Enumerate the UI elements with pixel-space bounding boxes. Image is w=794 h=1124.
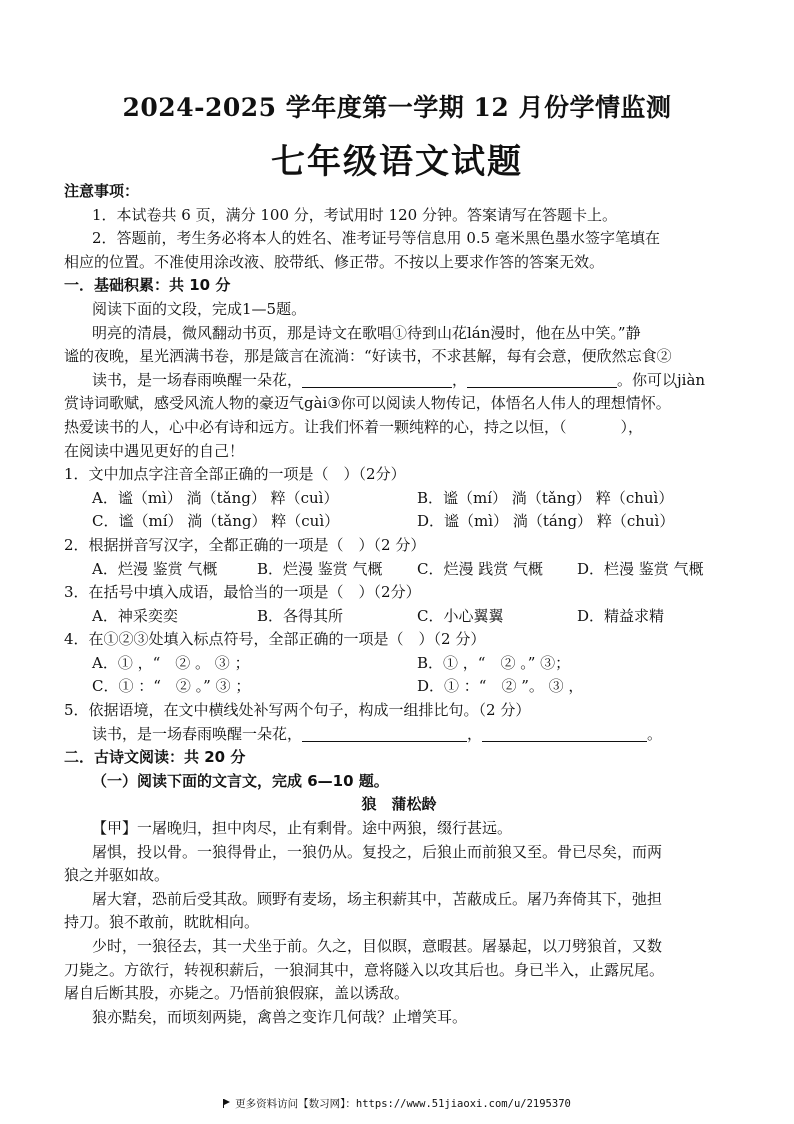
q2-option-d[interactable]: D．栏漫 鉴赏 气概	[577, 559, 704, 578]
q5-stem: 5．依据语境，在文中横线处补写两个句子，构成一组排比句。（2 分）	[64, 701, 531, 720]
essay-paragraph-2-line1: 屠惧，投以骨。一狼得骨止，一狼仍从。复投之，后狼止而前狼又至。骨已尽矣，而两	[92, 842, 663, 861]
passage-line-4: 赏诗词歌赋，感受风流人物的豪迈气gài③你可以阅读人物传记，体悟名人伟人的理想情怀。	[64, 394, 671, 413]
q2-option-a[interactable]: A．烂漫 鉴赏 气概	[92, 559, 218, 578]
exam-title-line1: 2024-2025 学年度第一学期 12 月份学情监测	[122, 93, 672, 122]
q5-answer-prefix: 读书，是一场春雨唤醒一朵花，	[92, 724, 303, 743]
q5-answer-comma: ，	[467, 724, 483, 743]
exam-body	[64, 180, 734, 1029]
essay-paragraph-3-line2: 持刀。狼不敢前，眈眈相向。	[64, 913, 260, 932]
flag-icon	[223, 1099, 231, 1108]
passage-line-1: 明亮的清晨，微风翻动书页，那是诗文在歌唱①待到山花lán漫时，他在丛中笑。”静	[92, 323, 641, 342]
essay-paragraph-4-line1: 少时，一狼径去，其一犬坐于前。久之，目似瞑，意暇甚。屠暴起，以刀劈狼首，又数	[92, 937, 663, 955]
q4-options-row2	[64, 675, 734, 699]
essay-title: 狼 蒲松龄	[361, 795, 437, 814]
q1-option-b[interactable]: B．谧（mí） 淌（tǎng） 粹（chuì）	[417, 488, 674, 507]
section1-intro: 阅读下面的文段，完成1—5题。	[92, 299, 307, 318]
q5-answer-line	[64, 723, 734, 747]
q3-option-b[interactable]: B．各得其所	[257, 606, 344, 625]
q2-option-b[interactable]: B．烂漫 鉴赏 气概	[257, 559, 383, 578]
essay-paragraph-5: 狼亦黠矣，而顷刻两毙，禽兽之变诈几何哉？止增笑耳。	[92, 1007, 468, 1026]
passage-line-3-end: 。你可以jiàn	[617, 370, 706, 389]
q3-options	[64, 605, 734, 629]
q1-stem: 1．文中加点字注音全部正确的一项是（ ）（2分）	[64, 465, 406, 484]
passage-line-5-end: ），	[620, 417, 644, 436]
footer-link[interactable]: 更多资料访问【数习网】：https://www.51jiaoxi.com/u/2195370	[235, 1098, 571, 1110]
passage-line-3	[64, 369, 734, 393]
notice-item-1: 1．本试卷共 6 页，满分 100 分，考试用时 120 分钟。答案请写在答题卡上。	[92, 205, 617, 224]
q1-option-c[interactable]: C．谧（mí） 淌（tǎng） 粹（cuì）	[92, 512, 340, 531]
essay-paragraph-2-line2: 狼之并驱如故。	[64, 866, 170, 885]
passage-line-5	[64, 416, 734, 440]
q1-option-a[interactable]: A．谧（mì） 淌（tǎng） 粹（cuì）	[92, 488, 339, 507]
q4-option-c[interactable]: C．① ：“ ② 。” ③ ；	[92, 677, 251, 696]
q3-option-d[interactable]: D．精益求精	[577, 606, 665, 625]
q5-answer-blank-2[interactable]	[482, 725, 647, 742]
section2-heading: 二．古诗文阅读：共 20 分	[64, 748, 246, 767]
passage-line-5-start: 热爱读书的人，心中必有诗和远方。让我们怀着一颗纯粹的心，持之以恒，（	[64, 417, 567, 436]
q4-stem: 4．在①②③处填入标点符号，全部正确的一项是（ ）（2 分）	[64, 630, 486, 649]
notice-heading: 注意事项：	[64, 182, 140, 200]
q2-stem: 2．根据拼音写汉字，全都正确的一项是（ ）（2 分）	[64, 535, 426, 554]
q1-options-row2	[64, 510, 734, 534]
passage-line-6: 在阅读中遇见更好的自己！	[64, 441, 245, 460]
passage-line-2: 谧的夜晚，星光洒满书卷，那是箴言在流淌：“好读书，不求甚解，每有会意，便欣然忘食②	[64, 347, 672, 366]
essay-paragraph-4-line3: 屠自后断其股，亦毙之。乃悟前狼假寐，盖以诱敌。	[64, 984, 410, 1003]
notice-item-2-line1: 2．答题前，考生务必将本人的姓名、准考证号等信息用 0.5 毫米黑色墨水签字笔填在	[92, 229, 660, 248]
q3-stem: 3．在括号中填入成语，最恰当的一项是（ ）（2分）	[64, 583, 421, 602]
passage-blank-1[interactable]	[302, 371, 452, 388]
q1-options-row1	[64, 487, 734, 511]
q1-option-d[interactable]: D．谧（mì） 淌（táng） 粹（chuì）	[417, 512, 675, 531]
q2-options	[64, 558, 734, 582]
notice-item-2-line2: 相应的位置。不准使用涂改液、胶带纸、修正带。不按以上要求作答的答案无效。	[64, 252, 605, 271]
section1-heading: 一．基础积累：共 10 分	[64, 276, 231, 295]
exam-title-line2: 七年级语文试题	[271, 142, 523, 182]
q4-options-row1	[64, 652, 734, 676]
q4-option-d[interactable]: D．① ：“ ② ”。 ③ ，	[417, 677, 584, 696]
q3-option-c[interactable]: C．小心翼翼	[417, 606, 504, 625]
q3-option-a[interactable]: A．神采奕奕	[92, 606, 178, 625]
essay-paragraph-1: 【甲】一屠晚归，担中肉尽，止有剩骨。途中两狼，缀行甚远。	[92, 819, 513, 838]
passage-line-3-start: 读书，是一场春雨唤醒一朵花，	[92, 370, 303, 389]
essay-paragraph-3-line1: 屠大窘，恐前后受其敌。顾野有麦场，场主积薪其中，苫蔽成丘。屠乃奔倚其下，弛担	[92, 889, 663, 908]
q2-option-c[interactable]: C．烂漫 践赏 气概	[417, 559, 544, 578]
q4-option-a[interactable]: A．① ，“ ② 。 ③ ；	[92, 653, 250, 672]
passage-line-3-comma: ，	[452, 370, 468, 389]
q4-option-b[interactable]: B．① ，“ ② 。” ③；	[417, 653, 571, 672]
section2-sub1: （一）阅读下面的文言文，完成 6—10 题。	[92, 771, 389, 790]
footer	[0, 1096, 794, 1111]
passage-blank-2[interactable]	[467, 371, 617, 388]
q5-answer-period: 。	[647, 724, 663, 743]
essay-paragraph-4-line2: 刀毙之。方欲行，转视积薪后，一狼洞其中，意将隧入以攻其后也。身已半入，止露尻尾。	[64, 960, 665, 979]
q5-answer-blank-1[interactable]	[302, 725, 467, 742]
